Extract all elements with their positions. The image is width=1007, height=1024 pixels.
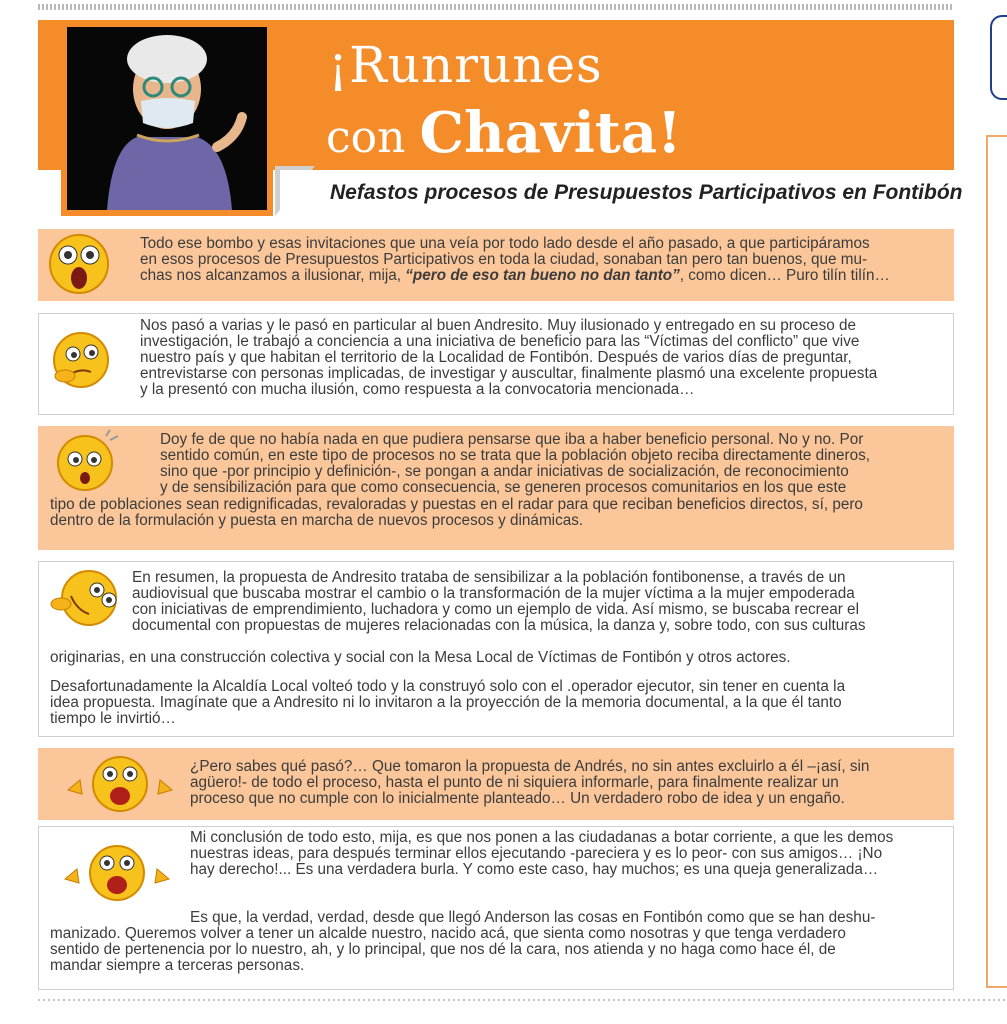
paragraph-2-line: y la presentó con mucha ilusión, como respuesta a la convocatoria mencionada… bbox=[140, 381, 695, 398]
bottom-dotted-rule bbox=[38, 999, 1007, 1001]
paragraph-5-line: idea propuesta. Imagínate que a Andresito ni lo invitaron a la proyección de la memoria documental, a la que él tanto bbox=[50, 694, 842, 711]
paragraph-4-line: originarias, en una construcción colectiva y social con la Mesa Local de Víctimas de Fontibón y otros actores. bbox=[50, 649, 791, 666]
shocked-face-icon bbox=[46, 231, 112, 297]
paragraph-2-line: nuestro país y que habitan el territorio de la Localidad de Fontibón. Después de varios días de preguntar, bbox=[140, 349, 852, 366]
paragraph-5 bbox=[50, 679, 942, 727]
paragraph-2-line: Nos pasó a varias y le pasó en particular al buen Andresito. Muy ilusionado y entregado en su proceso de bbox=[140, 317, 856, 334]
adjacent-column-box-top bbox=[990, 15, 1007, 100]
paragraph-3-line: sentido común, en este tipo de procesos no se trata que la población objeto reciba directamente dineros, bbox=[160, 447, 871, 464]
article-subtitle: Nefastos procesos de Presupuestos Participativos en Fontibón bbox=[330, 181, 963, 204]
title-runrunes: ¡Runrunes bbox=[328, 36, 603, 94]
title-con: con bbox=[326, 112, 420, 163]
paragraph-3-top bbox=[160, 432, 942, 496]
paragraph-1 bbox=[140, 236, 942, 284]
adjacent-column-panel bbox=[986, 135, 1007, 988]
paragraph-3-line: Doy fe de que no había nada en que pudiera pensarse que iba a haber beneficio personal. No y no. Por bbox=[160, 431, 864, 448]
top-dotted-rule bbox=[38, 4, 954, 10]
paragraph-2-line: investigación, le trabajó a conciencia a una iniciativa de beneficio para las “Víctimas del conflicto” que vive bbox=[140, 333, 860, 350]
paragraph-4-line: documental con propuestas de mujeres relacionadas con la música, la danza y, sobre todo, con sus culturas bbox=[132, 617, 866, 634]
paragraph-4-line: con iniciativas de emprendimiento, luchadora y como un ejemplo de vida. Así mismo, se buscaba recrear el bbox=[132, 601, 859, 618]
paragraph-3-line: sino que -por principio y definición-, se pongan a andar iniciativas de socialización, de reconocimiento bbox=[160, 463, 849, 480]
screaming-face-icon bbox=[52, 750, 188, 818]
paragraph-3-line: tipo de poblaciones sean redignificadas, revaloradas y puestas en el radar para que reciban beneficios directos, sí, pero bbox=[50, 496, 863, 513]
elderly-woman-icon bbox=[67, 27, 267, 210]
paragraph-6-line: proceso que no cumple con lo inicialmente planteado… Un verdadero robo de idea y un engaño. bbox=[190, 790, 845, 807]
thinking-face-icon bbox=[49, 328, 113, 392]
portrait-frame bbox=[61, 21, 273, 216]
paragraph-5-line: tiempo le invirtió… bbox=[50, 710, 176, 727]
title-con-chavita bbox=[326, 100, 682, 166]
paragraph-8-line: sentido de pertenencia por lo nuestro, ah, y lo principal, que nos dé la cara, nos atienda y no haga como hace él, de bbox=[50, 941, 836, 958]
paragraph-4-bottom bbox=[50, 650, 942, 666]
paragraph-7-line: Mi conclusión de todo esto, mija, es que nos ponen a las ciudadanas a botar corriente, a que les demos bbox=[190, 829, 894, 846]
paragraph-1-line: Todo ese bombo y esas invitaciones que una veía por todo lado desde el año pasado, a que participáramos bbox=[140, 235, 870, 252]
screaming-face-icon bbox=[49, 839, 185, 907]
paragraph-8-line: Es que, la verdad, verdad, desde que llegó Anderson las cosas en Fontibón como que se han deshu- bbox=[190, 909, 876, 926]
confused-face-icon bbox=[50, 426, 120, 496]
paragraph-7-line: nuestras ideas, para después terminar ellos ejecutando -pareciera y es lo peor- con sus amigos… ¡No bbox=[190, 845, 883, 862]
title-chavita: Chavita! bbox=[419, 100, 682, 166]
paragraph-6-line: ¿Pero sabes qué pasó?… Que tomaron la propuesta de Andrés, no sin antes excluirlo a él –¡así, sin bbox=[190, 758, 870, 775]
paragraph-2-line: entrevistarse con personas implicadas, de investigar y auscultar, finalmente plasmó una excelente propuesta bbox=[140, 365, 878, 382]
paragraph-6 bbox=[190, 759, 942, 807]
paragraph-3-line: y de sensibilización para que como consecuencia, se generen procesos comunitarios en los que este bbox=[160, 479, 847, 496]
paragraph-6-line: agüero!- de todo el proceso, hasta el punto de ni siquiera informarle, para finalmente realizar un bbox=[190, 774, 839, 791]
paragraph-8-line: mandar siempre a terceras personas. bbox=[50, 957, 305, 974]
paragraph-3-line: dentro de la formulación y puesta en marcha de nuevos procesos y dinámicas. bbox=[50, 512, 584, 529]
text-span: , como dicen… Puro tilín tilín… bbox=[679, 267, 890, 284]
paragraph-4-top bbox=[132, 570, 942, 634]
paragraph-1-line bbox=[140, 268, 942, 284]
paragraph-8 bbox=[50, 910, 942, 974]
paragraph-7-line: hay derecho!... Es una verdadera burla. Y como este caso, hay muchos; es una queja generalizada… bbox=[190, 861, 879, 878]
paragraph-4-line: En resumen, la propuesta de Andresito trataba de sensibilizar a la población fontibonense, a través de un bbox=[132, 569, 846, 586]
paragraph-3-bottom bbox=[50, 497, 942, 529]
paragraph-7 bbox=[190, 830, 942, 878]
upside-down-face-icon bbox=[49, 564, 125, 630]
quote-span: “pero de eso tan bueno no dan tanto” bbox=[405, 267, 680, 284]
paragraph-4-line: audiovisual que buscaba mostrar el cambio o la transformación de la mujer víctima a la mujer empoderada bbox=[132, 585, 855, 602]
portrait-image bbox=[67, 27, 267, 210]
paragraph-2 bbox=[140, 318, 942, 398]
paragraph-5-line: Desafortunadamente la Alcaldía Local volteó todo y la construyó solo con el .operador ejecutor, sin tener en cuenta la bbox=[50, 678, 846, 695]
text-span: chas nos alcanzamos a ilusionar, mija, bbox=[140, 267, 406, 284]
paragraph-8-line: manizado. Queremos volver a tener un alcalde nuestro, nacido acá, que sienta como nosotras y que tenga verdadero bbox=[50, 925, 846, 942]
paragraph-1-line: en esos procesos de Presupuestos Participativos en toda la ciudad, sonaban tan pero tan buenos, que mu- bbox=[140, 251, 868, 268]
